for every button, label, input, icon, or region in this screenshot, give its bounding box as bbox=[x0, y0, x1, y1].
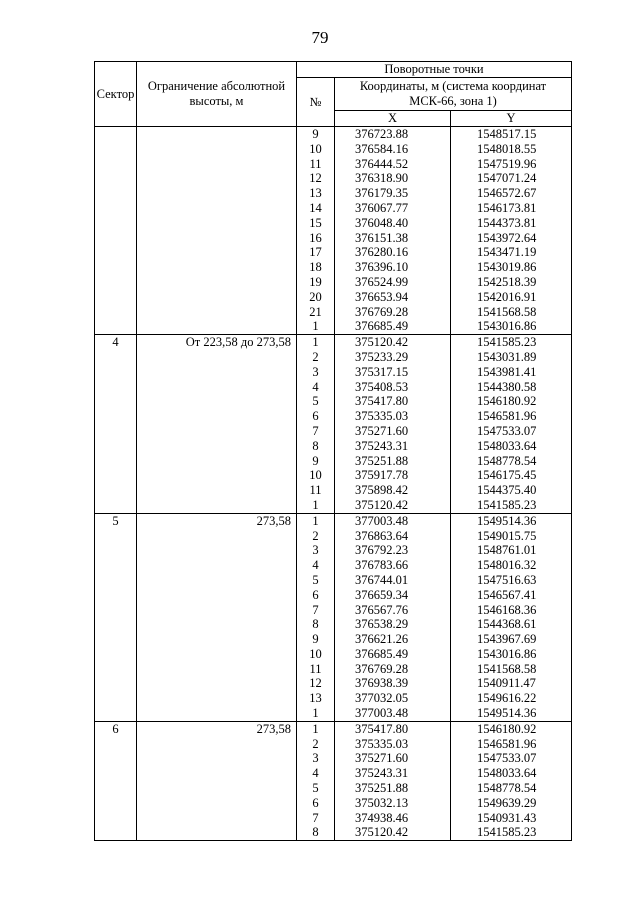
point-number: 7 bbox=[312, 810, 319, 825]
coord-x: 375251.88 bbox=[355, 453, 409, 468]
table-body bbox=[95, 127, 572, 841]
point-number: 3 bbox=[312, 364, 319, 379]
coord-y: 1544375.40 bbox=[477, 483, 537, 498]
point-number: 5 bbox=[312, 572, 319, 587]
point-number: 15 bbox=[309, 215, 322, 230]
point-number: 11 bbox=[309, 156, 322, 171]
coord-y: 1548033.64 bbox=[477, 438, 537, 453]
coord-y: 1549514.36 bbox=[477, 513, 537, 528]
point-number: 21 bbox=[309, 304, 322, 319]
header-coordinates: Координаты, м (система координат МСК-66, зона 1) bbox=[335, 78, 572, 111]
coord-x: 376769.28 bbox=[355, 661, 409, 676]
coord-y: 1546180.92 bbox=[477, 394, 537, 409]
header-turning-points: Поворотные точки bbox=[297, 62, 572, 78]
coord-x: 375317.15 bbox=[355, 364, 409, 379]
coord-y: 1546180.92 bbox=[477, 721, 537, 736]
point-number: 2 bbox=[312, 736, 319, 751]
height-limit-cell: От 223,58 до 273,58 bbox=[137, 335, 297, 514]
coord-x: 376396.10 bbox=[355, 260, 409, 275]
coord-y: 1541585.23 bbox=[477, 825, 537, 840]
point-number: 4 bbox=[312, 379, 319, 394]
point-number: 20 bbox=[309, 289, 322, 304]
point-number: 4 bbox=[312, 558, 319, 573]
coord-x: 377032.05 bbox=[355, 691, 409, 706]
point-number: 7 bbox=[312, 602, 319, 617]
coord-x: 375032.13 bbox=[355, 795, 409, 810]
coord-x: 375271.60 bbox=[355, 751, 409, 766]
coord-x: 376048.40 bbox=[355, 215, 409, 230]
point-number: 10 bbox=[309, 141, 322, 156]
coord-y: 1548778.54 bbox=[477, 781, 537, 796]
coord-x: 376783.66 bbox=[355, 558, 409, 573]
coord-y: 1548778.54 bbox=[477, 453, 537, 468]
coord-y: 1549639.29 bbox=[477, 795, 537, 810]
sector-cell: 5 bbox=[95, 513, 137, 721]
coord-y: 1541585.23 bbox=[477, 335, 537, 350]
page-number: 79 bbox=[311, 28, 329, 47]
coord-y: 1547519.96 bbox=[477, 156, 537, 171]
point-number: 1 bbox=[312, 497, 319, 512]
coord-y-column bbox=[451, 721, 572, 840]
coord-y: 1548761.01 bbox=[477, 543, 537, 558]
point-number: 1 bbox=[312, 335, 319, 350]
point-number: 1 bbox=[312, 513, 319, 528]
coord-x-column bbox=[335, 513, 451, 721]
coord-y: 1549616.22 bbox=[477, 691, 537, 706]
sector-group bbox=[95, 513, 572, 721]
coord-x: 376685.49 bbox=[355, 646, 409, 661]
point-number: 10 bbox=[309, 468, 322, 483]
coord-x: 375408.53 bbox=[355, 379, 409, 394]
point-number: 9 bbox=[312, 127, 319, 141]
coord-y: 1546567.41 bbox=[477, 587, 537, 602]
coord-y: 1543031.89 bbox=[477, 349, 537, 364]
height-limit-cell: 273,58 bbox=[137, 721, 297, 840]
coord-y: 1540911.47 bbox=[477, 676, 536, 691]
point-number: 8 bbox=[312, 438, 319, 453]
coord-y: 1543016.86 bbox=[477, 319, 537, 334]
point-number-column bbox=[297, 127, 335, 335]
point-number: 17 bbox=[309, 245, 322, 260]
coord-x: 375243.31 bbox=[355, 438, 409, 453]
coord-y: 1540931.43 bbox=[477, 810, 537, 825]
sector-group bbox=[95, 721, 572, 840]
coord-y: 1543016.86 bbox=[477, 646, 537, 661]
header-number: № bbox=[297, 78, 335, 127]
coord-y: 1542518.39 bbox=[477, 274, 537, 289]
coord-y: 1548018.55 bbox=[477, 141, 537, 156]
point-number: 4 bbox=[312, 766, 319, 781]
coord-x: 375120.42 bbox=[355, 825, 409, 840]
point-number: 1 bbox=[312, 706, 319, 721]
coord-y: 1546175.45 bbox=[477, 468, 537, 483]
coord-x: 376280.16 bbox=[355, 245, 409, 260]
coord-y: 1544373.81 bbox=[477, 215, 537, 230]
coord-y: 1542016.91 bbox=[477, 289, 537, 304]
point-number: 8 bbox=[312, 825, 319, 840]
height-limit-cell: 273,58 bbox=[137, 513, 297, 721]
coord-x: 376151.38 bbox=[355, 230, 409, 245]
coord-y: 1544368.61 bbox=[477, 617, 537, 632]
coord-y: 1544380.58 bbox=[477, 379, 537, 394]
sector-group bbox=[95, 127, 572, 335]
coord-x: 376444.52 bbox=[355, 156, 409, 171]
coord-x: 375120.42 bbox=[355, 335, 409, 350]
coord-y: 1541585.23 bbox=[477, 497, 537, 512]
coord-y-column bbox=[451, 127, 572, 335]
coord-x: 376744.01 bbox=[355, 572, 409, 587]
coord-x-column bbox=[335, 335, 451, 514]
coord-x: 375243.31 bbox=[355, 766, 409, 781]
coord-y: 1547516.63 bbox=[477, 572, 537, 587]
coord-x: 375917.78 bbox=[355, 468, 409, 483]
coord-y: 1546572.67 bbox=[477, 186, 537, 201]
coord-x: 375251.88 bbox=[355, 781, 409, 796]
point-number: 14 bbox=[309, 200, 322, 215]
sector-cell: 6 bbox=[95, 721, 137, 840]
coord-x: 376863.64 bbox=[355, 528, 409, 543]
coord-y: 1541568.58 bbox=[477, 304, 537, 319]
coord-y: 1543967.69 bbox=[477, 632, 537, 647]
point-number: 18 bbox=[309, 260, 322, 275]
coord-y-column bbox=[451, 335, 572, 514]
coord-y: 1547533.07 bbox=[477, 423, 537, 438]
coord-y: 1541568.58 bbox=[477, 661, 537, 676]
point-number: 7 bbox=[312, 423, 319, 438]
coord-x: 376723.88 bbox=[355, 127, 409, 141]
coord-y: 1546173.81 bbox=[477, 200, 537, 215]
header-height-limit: Ограничение абсолютной высоты, м bbox=[137, 62, 297, 127]
coord-y: 1546168.36 bbox=[477, 602, 537, 617]
coord-x: 376769.28 bbox=[355, 304, 409, 319]
point-number: 6 bbox=[312, 587, 319, 602]
point-number: 1 bbox=[312, 319, 319, 334]
coord-x: 377003.48 bbox=[355, 513, 409, 528]
coord-x: 377003.48 bbox=[355, 706, 409, 721]
point-number: 11 bbox=[309, 661, 322, 676]
coord-y: 1548517.15 bbox=[477, 127, 537, 141]
coord-x: 376685.49 bbox=[355, 319, 409, 334]
coord-y: 1547071.24 bbox=[477, 171, 537, 186]
point-number: 5 bbox=[312, 394, 319, 409]
point-number: 1 bbox=[312, 721, 319, 736]
header-x: X bbox=[335, 111, 451, 127]
coord-x-column bbox=[335, 127, 451, 335]
coord-x: 376653.94 bbox=[355, 289, 409, 304]
coord-y: 1547533.07 bbox=[477, 751, 537, 766]
header-sector: Сектор bbox=[95, 62, 137, 127]
point-number: 12 bbox=[309, 171, 322, 186]
coord-y: 1549514.36 bbox=[477, 706, 537, 721]
coord-x: 376584.16 bbox=[355, 141, 409, 156]
point-number: 3 bbox=[312, 543, 319, 558]
point-number: 19 bbox=[309, 274, 322, 289]
coord-x: 376792.23 bbox=[355, 543, 409, 558]
coord-y: 1548016.32 bbox=[477, 558, 537, 573]
coord-x: 376318.90 bbox=[355, 171, 409, 186]
coord-x: 376067.77 bbox=[355, 200, 409, 215]
height-limit-cell bbox=[137, 127, 297, 335]
point-number: 12 bbox=[309, 676, 322, 691]
sector-cell: 4 bbox=[95, 335, 137, 514]
coord-x: 374938.46 bbox=[355, 810, 409, 825]
coord-y: 1546581.96 bbox=[477, 409, 537, 424]
coord-y: 1543019.86 bbox=[477, 260, 537, 275]
coord-x: 375417.80 bbox=[355, 394, 409, 409]
coord-x: 375335.03 bbox=[355, 409, 409, 424]
coord-x: 376659.34 bbox=[355, 587, 409, 602]
coord-x-column bbox=[335, 721, 451, 840]
coord-y: 1549015.75 bbox=[477, 528, 537, 543]
coord-x: 376938.39 bbox=[355, 676, 409, 691]
point-number: 9 bbox=[312, 453, 319, 468]
point-number: 8 bbox=[312, 617, 319, 632]
sector-group bbox=[95, 335, 572, 514]
coord-y: 1543972.64 bbox=[477, 230, 537, 245]
point-number: 2 bbox=[312, 528, 319, 543]
coord-x: 376179.35 bbox=[355, 186, 409, 201]
coord-x: 376538.29 bbox=[355, 617, 409, 632]
point-number: 2 bbox=[312, 349, 319, 364]
coord-x: 376524.99 bbox=[355, 274, 409, 289]
coord-x: 375335.03 bbox=[355, 736, 409, 751]
point-number: 5 bbox=[312, 781, 319, 796]
coord-y: 1543981.41 bbox=[477, 364, 537, 379]
point-number: 3 bbox=[312, 751, 319, 766]
point-number: 13 bbox=[309, 186, 322, 201]
point-number: 9 bbox=[312, 632, 319, 647]
point-number: 10 bbox=[309, 646, 322, 661]
point-number: 6 bbox=[312, 409, 319, 424]
coord-x: 375120.42 bbox=[355, 497, 409, 512]
coord-x: 376621.26 bbox=[355, 632, 409, 647]
coord-y: 1546581.96 bbox=[477, 736, 537, 751]
coord-x: 375898.42 bbox=[355, 483, 409, 498]
point-number: 6 bbox=[312, 795, 319, 810]
coord-y: 1548033.64 bbox=[477, 766, 537, 781]
point-number-column bbox=[297, 721, 335, 840]
coord-y-column bbox=[451, 513, 572, 721]
point-number: 11 bbox=[309, 483, 322, 498]
coord-x: 376567.76 bbox=[355, 602, 409, 617]
point-number-column bbox=[297, 513, 335, 721]
coord-y: 1543471.19 bbox=[477, 245, 537, 260]
point-number-column bbox=[297, 335, 335, 514]
coord-x: 375271.60 bbox=[355, 423, 409, 438]
header-y: Y bbox=[451, 111, 572, 127]
coordinates-table bbox=[94, 61, 572, 841]
coord-x: 375233.29 bbox=[355, 349, 409, 364]
point-number: 16 bbox=[309, 230, 322, 245]
coord-x: 375417.80 bbox=[355, 721, 409, 736]
sector-cell bbox=[95, 127, 137, 335]
point-number: 13 bbox=[309, 691, 322, 706]
